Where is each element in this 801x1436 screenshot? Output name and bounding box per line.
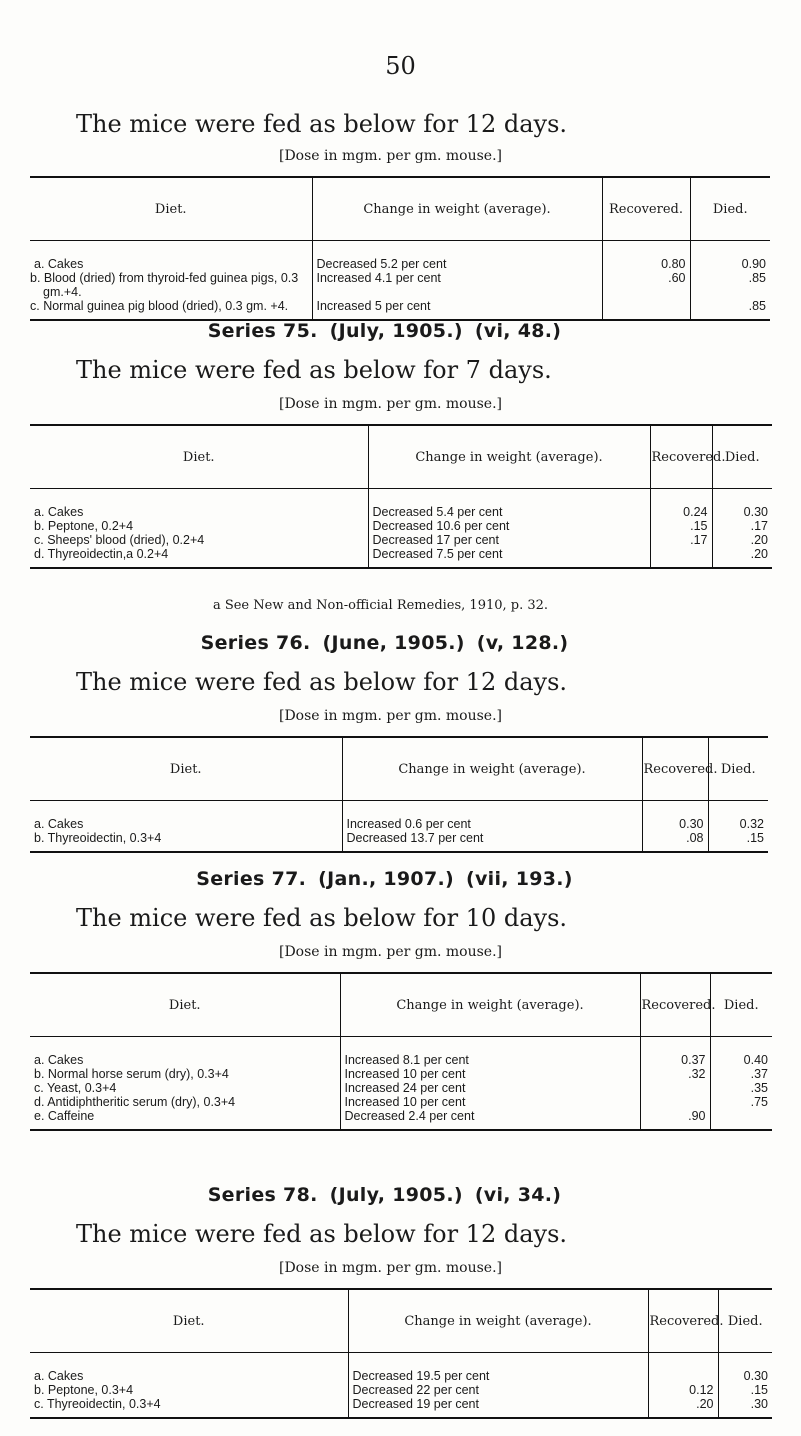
series-ref: (vii, 193.) xyxy=(465,868,573,890)
col-recovered: Recovered. xyxy=(650,425,712,489)
diet-cell: a. Cakes xyxy=(34,1369,84,1383)
recovered-cell xyxy=(648,1353,718,1384)
recovered-cell: .60 xyxy=(602,271,690,299)
diet-cell: e. Caffeine xyxy=(30,1109,340,1130)
diet-cell: c. Normal guinea pig blood (dried), 0.3 gm. +4. xyxy=(30,299,312,320)
change-cell: Decreased 5.2 per cent xyxy=(312,241,602,272)
change-cell: Increased 24 per cent xyxy=(340,1081,640,1095)
change-cell: Decreased 13.7 per cent xyxy=(342,831,642,852)
dose-note: [Dose in mgm. per gm. mouse.] xyxy=(278,1260,503,1276)
change-cell: Decreased 5.4 per cent xyxy=(368,489,650,520)
col-change: Change in weight (average). xyxy=(348,1289,648,1353)
series-title xyxy=(0,632,801,654)
diet-cell: d. Antidiphtheritic serum (dry), 0.3+4 xyxy=(34,1095,236,1109)
block-0 xyxy=(0,110,801,164)
change-cell: Decreased 19.5 per cent xyxy=(348,1353,648,1384)
died-cell: .20 xyxy=(712,533,772,547)
col-diet: Diet. xyxy=(30,425,368,489)
col-recovered: Recovered. xyxy=(602,177,690,241)
diet-cell: a. Cakes xyxy=(34,1053,84,1067)
change-cell: Increased 10 per cent xyxy=(340,1067,640,1081)
dose-note: [Dose in mgm. per gm. mouse.] xyxy=(278,944,503,960)
died-cell xyxy=(710,1109,772,1130)
dose-note: [Dose in mgm. per gm. mouse.] xyxy=(278,148,503,164)
died-cell: .75 xyxy=(710,1095,772,1109)
table-row xyxy=(30,489,772,520)
series-title xyxy=(0,320,801,342)
dose-note: [Dose in mgm. per gm. mouse.] xyxy=(278,396,503,412)
table-block-1 xyxy=(30,424,772,569)
col-diet: Diet. xyxy=(30,973,340,1037)
table-row xyxy=(30,1383,772,1397)
series-title xyxy=(0,868,801,890)
footnote: a See New and Non-official Remedies, 1910, p. 32. xyxy=(212,598,549,613)
block-3 xyxy=(0,868,801,960)
col-died: Died. xyxy=(690,177,770,241)
table-row xyxy=(30,1067,772,1081)
table-block-3 xyxy=(30,972,772,1131)
col-recovered: Recovered. xyxy=(648,1289,718,1353)
recovered-cell: .20 xyxy=(648,1397,718,1418)
col-change: Change in weight (average). xyxy=(312,177,602,241)
recovered-cell: 0.30 xyxy=(642,801,708,832)
diet-cell: a. Cakes xyxy=(34,505,84,519)
col-died: Died. xyxy=(718,1289,772,1353)
col-change: Change in weight (average). xyxy=(368,425,650,489)
col-change: Change in weight (average). xyxy=(340,973,640,1037)
block-heading: The mice were fed as below for 12 days. xyxy=(76,110,568,138)
table-row xyxy=(30,831,768,852)
change-cell: Decreased 22 per cent xyxy=(348,1383,648,1397)
diet-cell: b. Thyreoidectin, 0.3+4 xyxy=(30,831,342,852)
block-heading: The mice were fed as below for 12 days. xyxy=(76,1220,568,1248)
died-cell: .15 xyxy=(708,831,768,852)
change-cell: Increased 8.1 per cent xyxy=(340,1037,640,1068)
series-ref: (v, 128.) xyxy=(476,632,569,654)
change-cell: Increased 4.1 per cent xyxy=(312,271,602,299)
table-row xyxy=(30,1397,772,1418)
table-block-2 xyxy=(30,736,768,853)
change-cell: Decreased 10.6 per cent xyxy=(368,519,650,533)
recovered-cell xyxy=(650,547,712,568)
block-heading: The mice were fed as below for 10 days. xyxy=(76,904,568,932)
col-recovered: Recovered. xyxy=(642,737,708,801)
died-cell: 0.40 xyxy=(710,1037,772,1068)
block-4 xyxy=(0,1184,801,1276)
recovered-cell: .17 xyxy=(650,533,712,547)
col-change: Change in weight (average). xyxy=(342,737,642,801)
recovered-cell: 0.37 xyxy=(640,1037,710,1068)
died-cell: .35 xyxy=(710,1081,772,1095)
recovered-cell: .15 xyxy=(650,519,712,533)
series-ref: (vi, 48.) xyxy=(474,320,562,342)
page-number: 50 xyxy=(385,52,416,80)
died-cell: .17 xyxy=(712,519,772,533)
died-cell: .37 xyxy=(710,1067,772,1081)
col-diet: Diet. xyxy=(30,1289,348,1353)
block-heading: The mice were fed as below for 12 days. xyxy=(76,668,568,696)
table-row xyxy=(30,533,772,547)
change-cell: Increased 5 per cent xyxy=(312,299,602,320)
table-row xyxy=(30,299,770,320)
block-heading: The mice were fed as below for 7 days. xyxy=(76,356,552,384)
change-cell: Decreased 17 per cent xyxy=(368,533,650,547)
change-cell: Decreased 19 per cent xyxy=(348,1397,648,1418)
change-cell: Decreased 2.4 per cent xyxy=(340,1109,640,1130)
series-date: (Jan., 1907.) xyxy=(318,868,454,890)
recovered-cell: 0.80 xyxy=(602,241,690,272)
series-number: Series 77. xyxy=(196,868,307,890)
table-row xyxy=(30,1109,772,1130)
series-date: (June, 1905.) xyxy=(322,632,465,654)
col-recovered: Recovered. xyxy=(640,973,710,1037)
recovered-cell xyxy=(640,1095,710,1109)
table-row xyxy=(30,801,768,832)
table-row xyxy=(30,1081,772,1095)
table-row xyxy=(30,271,770,299)
recovered-cell: 0.24 xyxy=(650,489,712,520)
diet-cell: a. Cakes xyxy=(34,257,84,271)
dose-note: [Dose in mgm. per gm. mouse.] xyxy=(278,708,503,724)
died-cell: .30 xyxy=(718,1397,772,1418)
table-row xyxy=(30,1095,772,1109)
recovered-cell: .90 xyxy=(640,1109,710,1130)
change-cell: Decreased 7.5 per cent xyxy=(368,547,650,568)
table-row xyxy=(30,241,770,272)
diet-cell: b. Blood (dried) from thyroid-fed guinea pigs, 0.3 gm.+4. xyxy=(30,271,299,299)
died-cell: 0.90 xyxy=(690,241,770,272)
died-cell: 0.32 xyxy=(708,801,768,832)
series-number: Series 78. xyxy=(207,1184,318,1206)
series-number: Series 75. xyxy=(207,320,318,342)
change-cell: Increased 10 per cent xyxy=(340,1095,640,1109)
series-number: Series 76. xyxy=(200,632,311,654)
recovered-cell: .32 xyxy=(640,1067,710,1081)
series-date: (July, 1905.) xyxy=(329,1184,463,1206)
col-died: Died. xyxy=(710,973,772,1037)
died-cell: .85 xyxy=(690,271,770,299)
table-row xyxy=(30,1353,772,1384)
recovered-cell xyxy=(602,299,690,320)
col-diet: Diet. xyxy=(30,177,312,241)
col-died: Died. xyxy=(708,737,768,801)
diet-cell: c. Yeast, 0.3+4 xyxy=(34,1081,117,1095)
recovered-cell: 0.12 xyxy=(648,1383,718,1397)
table-row xyxy=(30,547,772,568)
table-row xyxy=(30,519,772,533)
diet-cell: a. Cakes xyxy=(34,817,84,831)
series-date: (July, 1905.) xyxy=(329,320,463,342)
died-cell: .85 xyxy=(690,299,770,320)
col-died: Died. xyxy=(712,425,772,489)
diet-cell: c. Thyreoidectin, 0.3+4 xyxy=(30,1397,348,1418)
table-block-0 xyxy=(30,176,770,321)
diet-cell: b. Normal horse serum (dry), 0.3+4 xyxy=(34,1067,229,1081)
series-ref: (vi, 34.) xyxy=(474,1184,562,1206)
change-cell: Increased 0.6 per cent xyxy=(342,801,642,832)
diet-cell: b. Peptone, 0.3+4 xyxy=(34,1383,134,1397)
block-2 xyxy=(0,632,801,724)
recovered-cell: .08 xyxy=(642,831,708,852)
died-cell: 0.30 xyxy=(718,1353,772,1384)
table-block-4 xyxy=(30,1288,772,1419)
recovered-cell xyxy=(640,1081,710,1095)
table-row xyxy=(30,1037,772,1068)
died-cell: .20 xyxy=(712,547,772,568)
diet-cell: b. Peptone, 0.2+4 xyxy=(34,519,134,533)
died-cell: 0.30 xyxy=(712,489,772,520)
block-1 xyxy=(0,320,801,412)
series-title xyxy=(0,1184,801,1206)
died-cell: .15 xyxy=(718,1383,772,1397)
diet-cell: d. Thyreoidectin,a 0.2+4 xyxy=(30,547,368,568)
diet-cell: c. Sheeps' blood (dried), 0.2+4 xyxy=(34,533,205,547)
col-diet: Diet. xyxy=(30,737,342,801)
